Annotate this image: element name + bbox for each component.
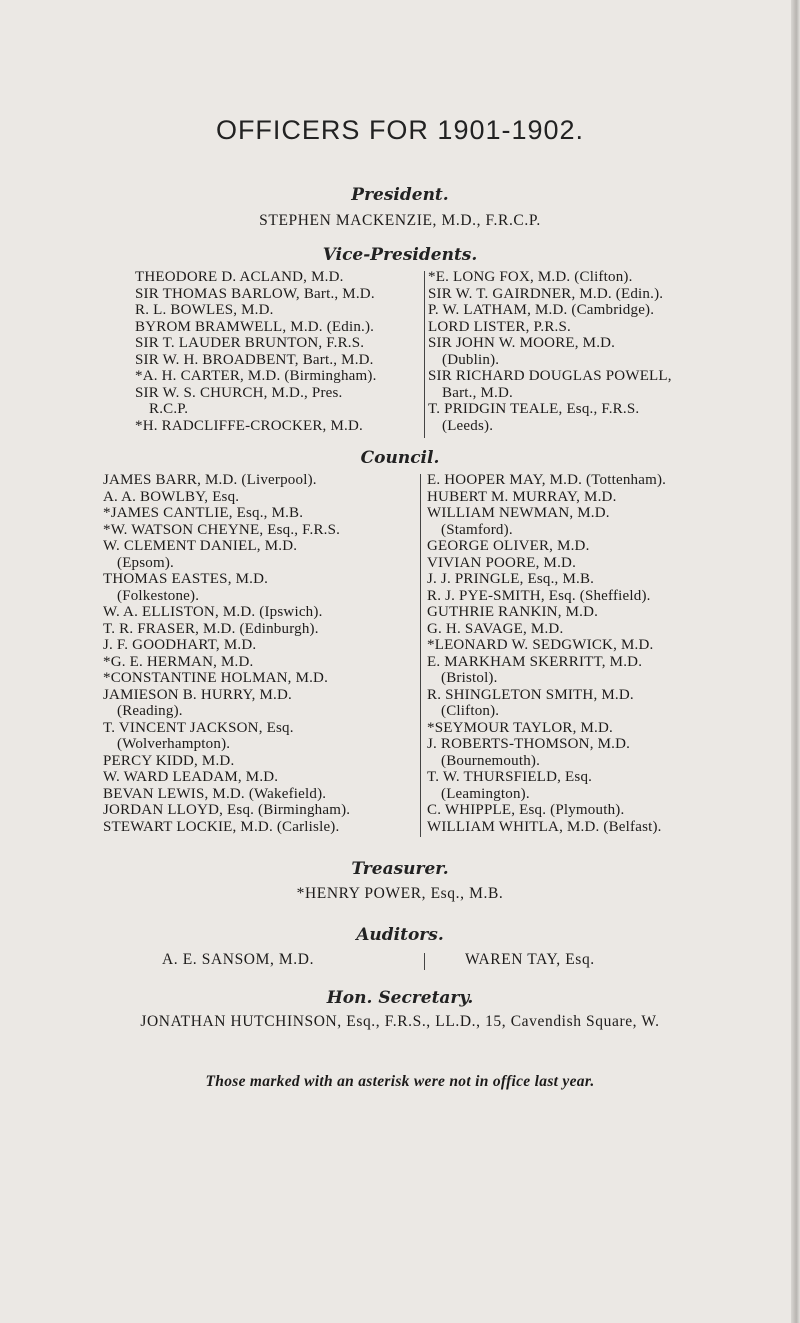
council-left-column <box>103 472 350 835</box>
name-line: STEWART LOCKIE, M.D. (Carlisle). <box>103 818 340 835</box>
name-line: R.C.P. <box>149 401 189 417</box>
auditors-divider <box>424 953 425 970</box>
name-line: Bart., M.D. <box>442 384 513 401</box>
name-line: *E. LONG FOX, M.D. (Clifton). <box>428 269 633 285</box>
name-line: (Clifton). <box>441 703 500 719</box>
secretary-heading: Hon. Secretary. <box>326 988 474 1008</box>
name-line: E. MARKHAM SKERRITT, M.D. <box>427 653 643 670</box>
name-line: *JAMES CANTLIE, Esq., M.B. <box>103 505 304 521</box>
name-line: (Folkestone). <box>117 587 200 604</box>
name-line: *A. H. CARTER, M.D. (Birmingham). <box>135 368 377 384</box>
name-line: *H. RADCLIFFE-CROCKER, M.D. <box>135 417 363 434</box>
name-line: *SEYMOUR TAYLOR, M.D. <box>427 719 613 736</box>
name-line: G. H. SAVAGE, M.D. <box>427 620 564 637</box>
name-line: *G. E. HERMAN, M.D. <box>103 653 254 670</box>
name-line: SIR W. T. GAIRDNER, M.D. (Edin.). <box>428 285 664 302</box>
name-line: A. A. BOWLBY, Esq. <box>103 488 240 505</box>
name-line: (Wolverhampton). <box>117 736 231 752</box>
name-line: T. W. THURSFIELD, Esq. <box>427 769 593 785</box>
name-line: *W. WATSON CHEYNE, Esq., F.R.S. <box>103 521 341 538</box>
name-line: J. F. GOODHART, M.D. <box>103 637 257 653</box>
name-line: SIR JOHN W. MOORE, M.D. <box>428 335 616 351</box>
name-line: T. PRIDGIN TEALE, Esq., F.R.S. <box>428 401 640 417</box>
name-line: SIR T. LAUDER BRUNTON, F.R.S. <box>135 335 365 351</box>
name-line: J. J. PRINGLE, Esq., M.B. <box>427 571 595 587</box>
auditor-right: WAREN TAY, Esq. <box>465 951 595 968</box>
name-line: (Bristol). <box>441 670 498 686</box>
name-line: THOMAS EASTES, M.D. <box>103 571 269 587</box>
name-line: (Bournemouth). <box>441 752 541 769</box>
name-line: T. R. FRASER, M.D. (Edinburgh). <box>103 620 319 637</box>
name-line: THEODORE D. ACLAND, M.D. <box>135 269 344 285</box>
page-title: OFFICERS FOR 1901-1902. <box>215 115 585 145</box>
name-line: *LEONARD W. SEDGWICK, M.D. <box>427 637 654 653</box>
name-line: SIR W. H. BROADBENT, Bart., M.D. <box>135 351 374 368</box>
name-line: BEVAN LEWIS, M.D. (Wakefield). <box>103 785 327 802</box>
name-line: T. VINCENT JACKSON, Esq. <box>103 719 294 736</box>
president-heading: President. <box>351 185 449 205</box>
name-line: SIR RICHARD DOUGLAS POWELL, <box>428 368 672 384</box>
name-line: JORDAN LLOYD, Esq. (Birmingham). <box>103 802 351 818</box>
name-line: GEORGE OLIVER, M.D. <box>427 538 590 554</box>
name-line: C. WHIPPLE, Esq. (Plymouth). <box>427 802 625 818</box>
name-line: E. HOOPER MAY, M.D. (Tottenham). <box>427 472 667 488</box>
name-line: R. SHINGLETON SMITH, M.D. <box>427 686 634 703</box>
name-line: WILLIAM NEWMAN, M.D. <box>427 505 610 521</box>
column-divider <box>424 271 425 438</box>
name-line: SIR THOMAS BARLOW, Bart., M.D. <box>135 285 375 302</box>
treasurer-heading: Treasurer. <box>351 859 449 879</box>
vice-presidents-heading: Vice-Presidents. <box>322 245 478 265</box>
name-line: WILLIAM WHITLA, M.D. (Belfast). <box>427 818 662 835</box>
name-line: (Leamington). <box>441 785 530 802</box>
name-line: W. A. ELLISTON, M.D. (Ipswich). <box>103 604 323 620</box>
name-line: BYROM BRAMWELL, M.D. (Edin.). <box>135 318 375 335</box>
name-line: (Dublin). <box>442 351 500 368</box>
name-line: PERCY KIDD, M.D. <box>103 752 235 769</box>
name-line: W. CLEMENT DANIEL, M.D. <box>103 538 298 554</box>
name-line: LORD LISTER, P.R.S. <box>428 318 571 335</box>
council-heading: Council. <box>360 448 440 468</box>
name-line: R. J. PYE-SMITH, Esq. (Sheffield). <box>427 587 651 604</box>
vice-presidents-right-column <box>428 269 672 434</box>
name-line: P. W. LATHAM, M.D. (Cambridge). <box>428 302 655 318</box>
secretary-name: JONATHAN HUTCHINSON, Esq., F.R.S., LL.D., 15, Cavendish Square, W. <box>140 1013 660 1030</box>
name-line: JAMIESON B. HURRY, M.D. <box>103 686 292 703</box>
name-line: JAMES BARR, M.D. (Liverpool). <box>103 472 317 488</box>
name-line: R. L. BOWLES, M.D. <box>135 302 274 318</box>
name-line: GUTHRIE RANKIN, M.D. <box>427 604 599 620</box>
footnote: Those marked with an asterisk were not in office last year. <box>205 1073 595 1090</box>
name-line: (Reading). <box>117 703 183 719</box>
page-edge <box>791 0 800 1323</box>
name-line: *CONSTANTINE HOLMAN, M.D. <box>103 670 329 686</box>
name-line: (Leeds). <box>442 417 494 434</box>
treasurer-name: *HENRY POWER, Esq., M.B. <box>296 885 504 902</box>
name-line: SIR W. S. CHURCH, M.D., Pres. <box>135 384 343 401</box>
council-right-column <box>427 472 666 835</box>
name-line: HUBERT M. MURRAY, M.D. <box>427 488 617 505</box>
column-divider <box>420 474 421 837</box>
name-line: J. ROBERTS-THOMSON, M.D. <box>427 736 631 752</box>
auditor-left: A. E. SANSOM, M.D. <box>162 951 315 968</box>
name-line: (Epsom). <box>117 554 175 571</box>
vice-presidents-left-column <box>135 269 377 434</box>
name-line: (Stamford). <box>441 521 513 538</box>
president-name: STEPHEN MACKENZIE, M.D., F.R.C.P. <box>259 212 541 229</box>
auditors-heading: Auditors. <box>356 925 444 945</box>
name-line: W. WARD LEADAM, M.D. <box>103 769 279 785</box>
name-line: VIVIAN POORE, M.D. <box>427 554 577 571</box>
